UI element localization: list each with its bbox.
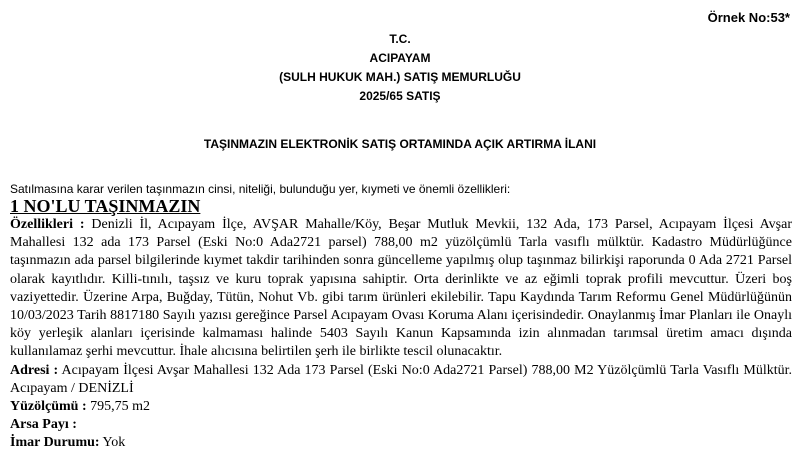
zoning-label: İmar Durumu: bbox=[10, 435, 100, 451]
features-label: Özellikleri : bbox=[10, 217, 85, 232]
features-text: Denizli İl, Acıpayam İlçe, AVŞAR Mahalle/Köy, Beşar Mutluk Mevkii, 132 Ada, 173 Parsel, Acıpayam İlçesi Avşar Mahallesi 132 ada 173 Parsel (Eski No:0 Ada2721 parsel) 788,00 m2 yüzölçümlü Tarla vasıflı mülktür. Kadastro Müdürlüğünce taşınmazın ada parsel bilgilerinde kıymet takdir tarihinden sonra güncelleme yapılmış olup taşınmaz bilirkişi raporunda 0 Ada 2721 Parsel olarak kayıtlıdır. Killi-tınılı, taşsız ve kuru toprak yapısına sahiptir. Orta derinlikte ve az eğimli toprak profili mevcuttur. Üzeri boş vaziyettedir. Üzerine Arpa, Buğday, Tütün, Nohut Vb. gibi tarım ürünleri ekilebilir. Tapu Kaydında Tarım Reformu Genel Müdürlüğünün 10/03/2023 Tarih 8817180 Sayılı yazısı gereğince Parsel Acıpayam Ovası Koruma Alanı içerisindedir. Onaylanmış İmar Planları ile Onaylı köy yerleşik alanları içerisinde kalmaması halinde 5403 Sayılı Kanun Kapsamında izin alınmadan tarımsal üretim amacı dışında kullanılamaz şerhi mevcuttur. İhale alıcısına belirtilen şerh ile birlikte tescil olunacaktır. bbox=[10, 217, 792, 360]
sample-number: Örnek No:53* bbox=[707, 10, 790, 25]
share-paragraph bbox=[10, 416, 792, 434]
area-value: 795,75 m2 bbox=[86, 399, 151, 415]
area-paragraph bbox=[10, 398, 792, 416]
zoning-value: Yok bbox=[99, 435, 126, 451]
header-line-case-no: 2025/65 SATIŞ bbox=[359, 89, 441, 103]
intro-text: Satılmasına karar verilen taşınmazın cinsi, niteliği, bulunduğu yer, kıymeti ve önemli özellikleri: bbox=[10, 182, 511, 196]
announcement-title: TAŞINMAZIN ELEKTRONİK SATIŞ ORTAMINDA AÇIK ARTIRMA İLANI bbox=[203, 137, 597, 151]
address-text: Acıpayam İlçesi Avşar Mahallesi 132 Ada 173 Parsel (Eski No:0 Ada2721 Parsel) 788,00 M2 Yüzölçümlü Tarla Vasıflı Mülktür. Acıpayam / DENİZLİ bbox=[10, 362, 792, 396]
features-paragraph bbox=[10, 216, 792, 362]
address-paragraph bbox=[10, 362, 792, 398]
document-header bbox=[0, 30, 800, 106]
share-label: Arsa Payı : bbox=[10, 417, 77, 433]
header-line-district: ACIPAYAM bbox=[369, 51, 431, 65]
lot-section bbox=[10, 196, 792, 453]
header-line-office: (SULH HUKUK MAH.) SATIŞ MEMURLUĞU bbox=[279, 70, 521, 84]
address-label: Adresi : bbox=[10, 362, 59, 378]
area-label: Yüzölçümü : bbox=[10, 399, 87, 415]
header-line-tc: T.C. bbox=[389, 32, 411, 46]
lot-title: 1 NO'LU TAŞINMAZIN bbox=[10, 196, 201, 216]
